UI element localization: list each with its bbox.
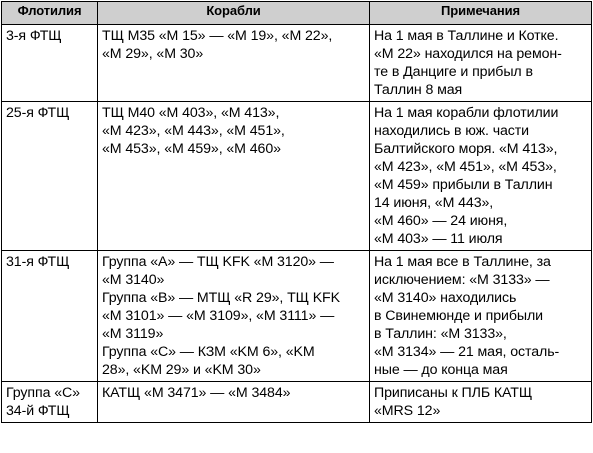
header-notes: Примечания <box>370 2 592 25</box>
notes-text: «М 3134» — 21 мая, осталь- <box>374 344 560 360</box>
notes-text: в Таллин: «М 3133», <box>374 326 507 342</box>
notes-text: Балтийского моря. «М 413», <box>374 141 558 157</box>
table-row <box>2 382 592 423</box>
ships-text: КАТЩ «М 3471» — «М 3484» <box>102 385 291 401</box>
notes-text: «М 423», «М 451», «М 453», <box>374 159 557 175</box>
flotilla-text: 34-й ФТЩ <box>6 403 70 419</box>
notes-text: На 1 мая в Таллине и Котке. <box>374 28 559 44</box>
notes-cell <box>370 25 592 102</box>
ships-cell <box>98 25 370 102</box>
ships-text: Группа «С» — КЗМ «KM 6», «KM <box>102 344 315 360</box>
ships-text: «М 453», «М 459», «М 460» <box>102 141 281 157</box>
ships-text: «М 3140» <box>102 272 165 288</box>
header-flotilla: Флотилия <box>2 2 98 25</box>
notes-text: исключением: «М 3133» — <box>374 272 550 288</box>
notes-text: находились в юж. части <box>374 123 530 139</box>
notes-text: «М 22» находился на ремон- <box>374 46 562 62</box>
ships-text: ТЩ М35 «М 15» — «М 19», «М 22», <box>102 28 333 44</box>
header-ships: Корабли <box>98 2 370 25</box>
notes-cell <box>370 251 592 382</box>
ships-text: «М 3101» — «М 3109», «М 3111» — <box>102 308 335 324</box>
notes-text: На 1 мая корабли флотилии <box>374 105 559 121</box>
notes-text: те в Данциге и прибыл в <box>374 64 533 80</box>
ships-cell <box>98 382 370 423</box>
ships-text: 28», «KM 29» и «KM 30» <box>102 362 261 378</box>
flotilla-text: 3-я ФТЩ <box>6 28 62 44</box>
table-row <box>2 251 592 382</box>
ships-text: Группа «В» — МТЩ «R 29», ТЩ KFK <box>102 290 340 306</box>
notes-cell <box>370 102 592 251</box>
notes-text: Таллин 8 мая <box>374 82 463 98</box>
ships-cell <box>98 251 370 382</box>
notes-text: 14 июня, «М 443», <box>374 195 494 211</box>
flotilla-text: 31-я ФТЩ <box>6 254 70 270</box>
notes-text: Приписаны к ПЛБ КАТЩ <box>374 385 533 401</box>
ships-text: «М 3119» <box>102 326 164 342</box>
notes-text: ные — до конца мая <box>374 362 508 378</box>
ships-text: «М 29», «М 30» <box>102 46 204 62</box>
table-body <box>2 25 592 423</box>
flotilla-cell <box>2 251 98 382</box>
table-row <box>2 102 592 251</box>
table-row <box>2 25 592 102</box>
ships-text: ТЩ М40 «М 403», «М 413», <box>102 105 280 121</box>
notes-text: На 1 мая все в Таллине, за <box>374 254 551 270</box>
flotilla-text: 25-я ФТЩ <box>6 105 70 121</box>
notes-text: «М 403» — 11 июля <box>374 231 503 247</box>
ships-cell <box>98 102 370 251</box>
notes-text: «М 460» — 24 июня, <box>374 213 508 229</box>
flotilla-text: Группа «С» <box>6 385 80 401</box>
fleet-table <box>1 1 592 423</box>
notes-text: в Свинемюнде и прибыли <box>374 308 543 324</box>
notes-cell <box>370 382 592 423</box>
notes-text: «М 3140» находились <box>374 290 517 306</box>
header-row <box>2 2 592 25</box>
ships-text: «М 423», «М 443», «М 451», <box>102 123 285 139</box>
flotilla-cell <box>2 102 98 251</box>
table-header <box>2 2 592 25</box>
flotilla-cell <box>2 382 98 423</box>
notes-text: «М 459» прибыли в Таллин <box>374 177 553 193</box>
flotilla-cell <box>2 25 98 102</box>
notes-text: «MRS 12» <box>374 403 441 419</box>
ships-text: Группа «А» — ТЩ KFK «M 3120» — <box>102 254 334 270</box>
